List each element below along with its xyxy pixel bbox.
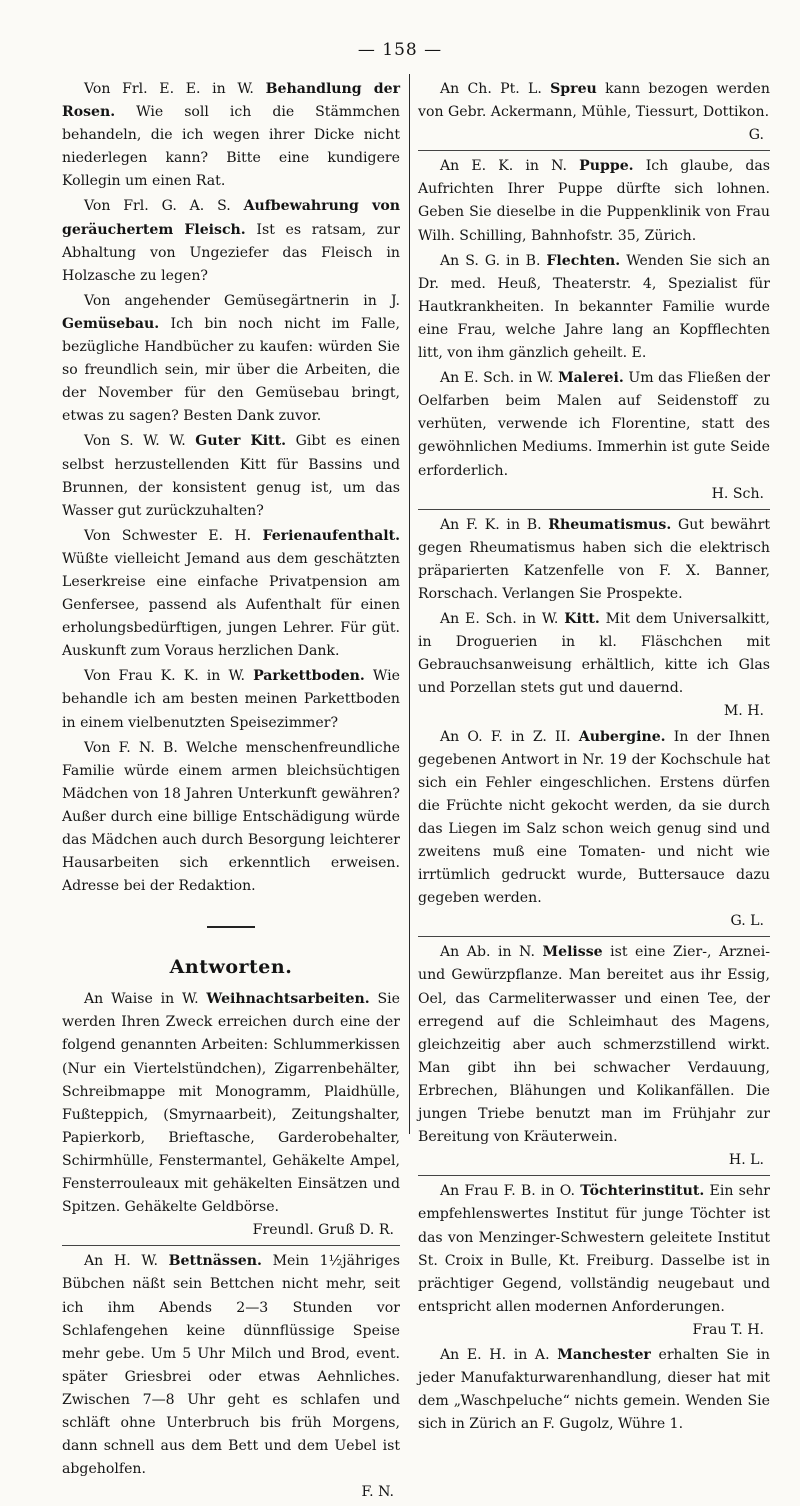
section-separator xyxy=(207,926,255,928)
signature: Freundl. Gruß D. R. xyxy=(252,1222,394,1239)
answer-entry: An S. G. in B. Flechten. Wenden Sie sich an Dr. med. Heuß, Theaterstr. 4, Spezialist für Hautkrankheiten. In bekannter Familie wurde eine Frau, welche Jahre lang an Kopfflechten litt, von ihm gänzlich geheilt. E. xyxy=(418,252,771,362)
signature: G. L. xyxy=(730,913,764,930)
answer-entry: An F. K. in B. Rheumatismus. Gut bewährt gegen Rheumatismus haben sich die elektrisch präparierten Katzenfelle von F. X. Banner, Rorschach. Verlangen Sie Prospekte. xyxy=(418,516,770,602)
signature: G. xyxy=(748,127,764,144)
left-column xyxy=(62,78,400,1506)
answer-entry: An E. K. in N. Puppe. Ich glaube, das Aufrichten Ihrer Puppe dürfte sich lohnen. Geben Sie dieselbe in die Puppenklinik von Frau Wilh. Schilling, Bahnhofstr. 35, Zürich. xyxy=(418,158,770,244)
answers-list-left xyxy=(62,988,400,1504)
answer-entry: An Frau F. B. in O. Töchterinstitut. Ein sehr empfehlenswertes Institut für junge Töchter ist das von Menzinger-Schwestern geleitete Institut St. Croix in Bulle, Kt. Freiburg. Dasselbe ist in prächtiger Gegend, vollständig neugebaut und entspricht allen modernen Anforderungen. Frau T. H. xyxy=(418,1180,770,1342)
entry-divider xyxy=(418,1175,770,1176)
answer-entry: An Ab. in N. Melisse ist eine Zier-, Arznei- und Gewürzpflanze. Man bereitet aus ihr Essig, Oel, das Carmeliterwasser und einen Tee, der erregend auf die Schleimhaut des Magens, gleichzeitig aber auch schmerzstillend wirkt. Man gibt ihn bei schwacher Verdauung, Erbrechen, Blähungen und Kolikanfällen. Die jungen Triebe benutzt man im Frühjahr zur Bereitung von Kräuterwein. H. L. xyxy=(418,941,770,1172)
question-entry: Von Frau K. K. in W. Parkettboden. Wie behandle ich am besten meinen Parkettboden in einem vielbenutzten Speisezimmer? xyxy=(62,668,401,731)
answer-entry: An E. H. in A. Manchester erhalten Sie in jeder Manufakturwarenhandlung, dieser hat mit dem „Waschpeluche“ nichts gemein. Wenden Sie sich in Zürich an F. Gugolz, Wühre 1. xyxy=(418,1346,770,1433)
question-entry: Von Schwester E. H. Ferienaufenthalt. Wüßte vielleicht Jemand aus dem geschätzten Leserkreise eine einfache Privatpension am Genfersee, passend als Aufenthalt für einen erholungsbedürftigen, jungen Lehrer. Für güt. Auskunft zum Voraus herzlichen Dank. xyxy=(62,527,400,660)
signature: H. Sch. xyxy=(711,485,764,502)
question-entry: Von Frl. E. E. in W. Behandlung der Rosen. Wie soll ich die Stämmchen behandeln, die ich wegen ihrer Dicke nicht niederlegen kann? Bitte eine kundigere Kollegin um einen Rat. xyxy=(62,81,400,190)
entry-divider xyxy=(62,1245,400,1246)
right-column xyxy=(418,78,770,1438)
answer-entry: An E. Sch. in W. Kitt. Mit dem Universalkitt, in Droguerien in kl. Fläschchen mit Gebrauchsanweisung erhältlich, kitte ich Glas und Porzellan stets gut und dauernd. M. H. xyxy=(418,608,770,723)
questions-list xyxy=(62,78,400,898)
question-entry: Von S. W. W. Guter Kitt. Gibt es einen selbst herzustellenden Kitt für Bassins und Brunnen, der konsistent genug ist, um das Wasser gut zurückzuhalten? xyxy=(62,433,401,519)
answer-entry: An Ch. Pt. L. Spreu kann bezogen werden von Gebr. Ackermann, Mühle, Tiessurt, Dottikon. G. xyxy=(418,78,770,147)
column-divider xyxy=(409,74,410,1134)
question-entry: Von F. N. B. Welche menschenfreundliche Familie würde einem armen bleichsüchtigen Mädchen von 18 Jahren Unterkunft gewähren? Außer durch eine billige Entschädigung würde das Mädchen auch durch Besorgung leichterer Hausarbeiten sich erkenntlich erweisen. Adresse bei der Redaktion. xyxy=(62,739,400,895)
page-number: — 158 — xyxy=(357,40,443,60)
entry-divider xyxy=(418,150,770,151)
answer-entry: An E. Sch. in W. Malerei. Um das Fließen der Oelfarben beim Malen auf Seidenstoff zu verhüten, verwende ich Florentine, statt des gewöhnlichen Mediums. Immerhin ist gute Seide erforderlich. H. Sch. xyxy=(418,367,770,506)
signature: Frau T. H. xyxy=(692,1321,764,1338)
signature: M. H. xyxy=(723,703,764,720)
signature: H. L. xyxy=(728,1152,764,1169)
section-title: Antworten. xyxy=(169,956,293,979)
signature: F. N. xyxy=(361,1484,394,1501)
entry-divider xyxy=(418,509,770,510)
answer-entry: An H. W. Bettnässen. Mein 1½jähriges Bübchen näßt sein Bettchen nicht mehr, seit ich ihm Abends 2—3 Stunden vor Schlafengehen keine dünnflüssige Speise mehr gebe. Um 5 Uhr Milch und Brod, event. später Griesbrei oder etwas Aehnliches. Zwischen 7—8 Uhr geht es schlafen und schläft ohne Unterbruch bis früh Morgens, dann schnell aus dem Bett und dem Uebel ist abgeholfen. F. N. xyxy=(62,1250,400,1504)
question-entry: Von angehender Gemüsegärtnerin in J. Gemüsebau. Ich bin noch nicht im Falle, bezügliche Handbücher zu kaufen: würden Sie so freundlich sein, mir über die Arbeiten, die der November für den Gemüsebau bringt, etwas zu sagen? Besten Dank zuvor. xyxy=(62,292,400,425)
question-entry: Von Frl. G. A. S. Aufbewahrung von geräuchertem Fleisch. Ist es ratsam, zur Abhaltung von Ungeziefer das Fleisch in Holzasche zu legen? xyxy=(62,198,400,284)
answer-entry: An O. F. in Z. II. Aubergine. In der Ihnen gegebenen Antwort in Nr. 19 der Kochschule hat sich ein Fehler eingeschlichen. Erstens dürfen die Früchte nicht gekocht werden, da sie durch das Liegen im Salz schon weich genug sind und zweitens muß eine Tomaten- und nicht wie irrtümlich gedruckt wurde, Buttersauce dazu gegeben werden. G. L. xyxy=(418,726,770,934)
entry-divider xyxy=(418,936,770,937)
answer-entry: An Waise in W. Weihnachtsarbeiten. Sie werden Ihren Zweck erreichen durch eine der folgend genannten Arbeiten: Schlummerkissen (Nur ein Viertelstündchen), Zigarrenbehälter, Schreibmappe mit Monogramm, Plaidhülle, Fußteppich, (Smyrnaarbeit), Zeitungshalter, Papierkorb, Brieftasche, Garderobehalter, Schirmhülle, Fenstermantel, Gehäkelte Ampel, Fensterrouleaux mit gehäkelten Einsätzen und Spitzen. Gehäkelte Geldbörse. Freundl. Gruß D. R. xyxy=(62,988,400,1242)
